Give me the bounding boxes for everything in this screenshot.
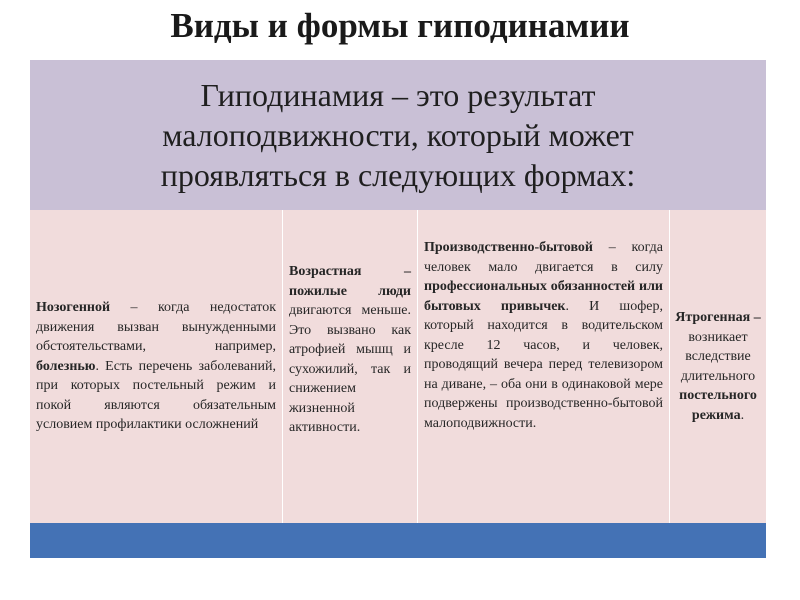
cell-occupational-text — [424, 210, 663, 433]
slide-title: Виды и формы гиподинамии — [170, 6, 630, 45]
cell-occupational-term2: профессиональных обязанностей или бытовых привычек — [424, 279, 663, 314]
table-header — [30, 60, 766, 210]
cell-age — [282, 210, 417, 523]
cell-occupational-desc: – когда человек мало двигается в силу — [424, 240, 663, 275]
cell-occupational-term: Производственно-бытовой — [424, 240, 593, 255]
cell-occupational-desc2: . И шофер, который находится в водительском кресле 12 часов, и человек, проводящий вечера перед телевизором на диване, – оба они в одинаковой мере подвержены производственно-бытовой малоподвижности. — [424, 298, 663, 431]
cell-iatrogenic-desc2: . — [740, 407, 745, 423]
table-footer-bar — [30, 523, 766, 558]
cell-nosogenic-term2: болезнью — [36, 358, 96, 374]
cell-nosogenic-desc: – когда недостаток движения вызван вынужденными обстоятельствами, например, — [36, 300, 276, 355]
cell-age-text — [289, 210, 411, 438]
cell-age-term: Возрастная – пожилые люди — [289, 264, 411, 299]
cell-iatrogenic-desc: возникает вследствие длительного — [680, 329, 756, 384]
cell-iatrogenic-term: Ятрогенная – — [675, 310, 761, 325]
cell-iatrogenic — [669, 210, 766, 523]
cell-nosogenic — [30, 210, 282, 523]
cell-nosogenic-term: Нозогенной — [36, 300, 111, 316]
cell-iatrogenic-term2: постельного режима — [679, 388, 757, 423]
cell-nosogenic-desc2: . Есть перечень заболеваний, при которых постельный режим и покой являются обязательным условием профилактики осложнений — [36, 358, 276, 433]
cell-age-desc: двигаются меньше. Это вызвано как атрофией мышц и сухожилий, так и снижением жизненной активности. — [289, 303, 411, 435]
forms-table — [30, 60, 766, 558]
cell-occupational — [417, 210, 669, 523]
cell-nosogenic-text — [36, 298, 276, 435]
header-text: Гиподинамия – это результат малоподвижности, который может проявляться в следующих формах: — [160, 77, 636, 193]
cell-iatrogenic-text — [674, 308, 762, 425]
